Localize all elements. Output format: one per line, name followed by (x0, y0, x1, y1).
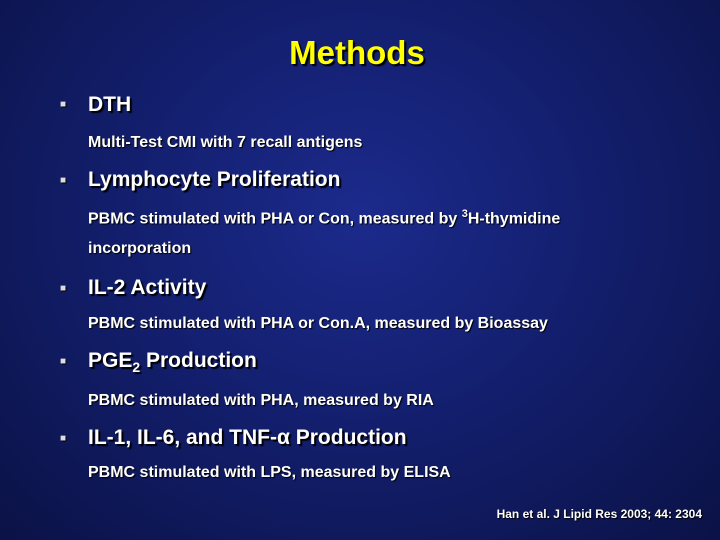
detail-text: H-thymidine (467, 210, 561, 228)
square-bullet-icon: ■ (60, 433, 67, 444)
item-heading-il2: IL-2 Activity (88, 276, 207, 299)
item-heading-cytokines: IL-1, IL-6, and TNF-α Production (88, 426, 407, 449)
square-bullet-icon: ■ (60, 356, 67, 367)
square-bullet-icon: ■ (60, 99, 67, 110)
item-heading-proliferation: Lymphocyte Proliferation (88, 168, 341, 191)
item-detail-il2: PBMC stimulated with PHA or Con.A, measured by Bioassay (88, 315, 548, 332)
item-detail-cytokines: PBMC stimulated with LPS, measured by ELISA (88, 464, 451, 481)
item-detail-dth: Multi-Test CMI with 7 recall antigens (88, 134, 363, 151)
heading-subscript: 2 (132, 359, 141, 376)
square-bullet-icon: ■ (60, 283, 67, 294)
square-bullet-icon: ■ (60, 175, 67, 186)
citation: Han et al. J Lipid Res 2003; 44: 2304 (496, 507, 702, 521)
slide-title: Methods (289, 34, 425, 71)
heading-text: PGE (88, 349, 133, 372)
detail-text: PBMC stimulated with PHA or Con, measured by (88, 210, 462, 228)
heading-text: Production (140, 349, 257, 372)
item-detail-pge2: PBMC stimulated with PHA, measured by RIA (88, 392, 434, 409)
item-heading-pge2 (88, 349, 257, 375)
item-detail-proliferation (88, 208, 560, 228)
detail-superscript: 3 (461, 208, 468, 220)
item-heading-dth: DTH (88, 93, 132, 116)
item-detail-proliferation-line2: incorporation (88, 240, 192, 257)
